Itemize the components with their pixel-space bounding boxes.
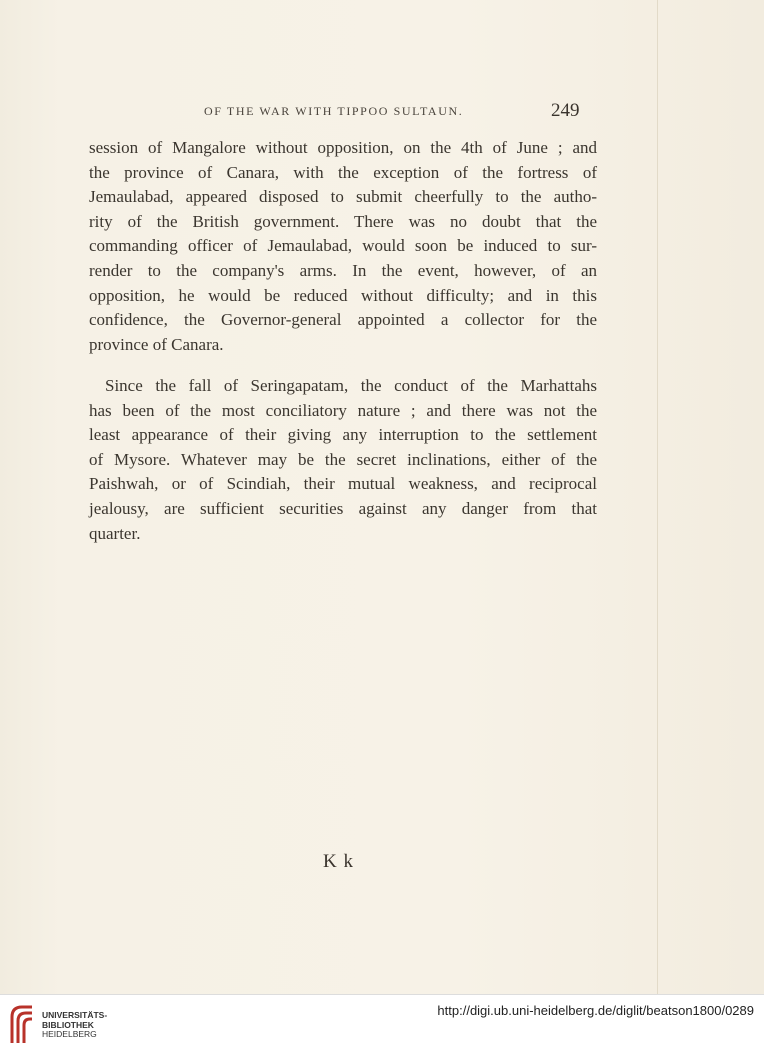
paragraph-2 — [89, 374, 597, 546]
heidelberg-library-logo-icon[interactable] — [8, 1003, 36, 1045]
text-line: jealousy, are sufficient securities against any danger from that — [89, 498, 597, 518]
text-line: Paishwah, or of Scindiah, their mutual weakness, and reciprocal — [89, 474, 597, 494]
text-line: opposition, he would be reduced without difficulty; and in this — [89, 285, 597, 305]
source-url-link[interactable]: http://digi.ub.uni-heidelberg.de/diglit/beatson1800/0289 — [437, 1003, 754, 1018]
logo-line-2: BIBLIOTHEK — [42, 1019, 94, 1030]
text-line: Since the fall of Seringapatam, the conduct of the Marhattahs — [105, 376, 597, 395]
text-line: commanding officer of Jemaulabad, would soon be induced to sur- — [89, 236, 597, 256]
text-line: of Mysore. Whatever may be the secret inclinations, either of the — [89, 449, 597, 469]
logo-line-3: HEIDELBERG — [42, 1029, 97, 1039]
page-number: 249 — [551, 100, 580, 121]
text-line: Jemaulabad, appeared disposed to submit cheerfully to the autho- — [89, 187, 597, 207]
text-line: province of Canara. — [89, 334, 224, 354]
signature-mark: K k — [323, 851, 354, 872]
text-line: has been of the most conciliatory nature ; and there was not the — [89, 400, 597, 420]
paragraph-1 — [89, 136, 597, 357]
running-head: OF THE WAR WITH TIPPOO SULTAUN. — [204, 104, 464, 118]
logo-line-1: UNIVERSITÄTS- — [42, 1010, 108, 1020]
text-line: least appearance of their giving any interruption to the settlement — [89, 425, 597, 445]
text-line: rity of the British government. There was no doubt that the — [89, 211, 597, 231]
text-line: the province of Canara, with the exception of the fortress of — [89, 162, 597, 182]
text-line: confidence, the Governor-general appointed a collector for the — [89, 310, 597, 330]
page-edge-line — [657, 0, 658, 994]
text-line: render to the company's arms. In the event, however, of an — [89, 260, 597, 280]
library-logo-text[interactable] — [42, 1011, 107, 1040]
text-line: quarter. — [89, 523, 141, 543]
text-line: session of Mangalore without opposition, on the 4th of June ; and — [89, 138, 597, 157]
